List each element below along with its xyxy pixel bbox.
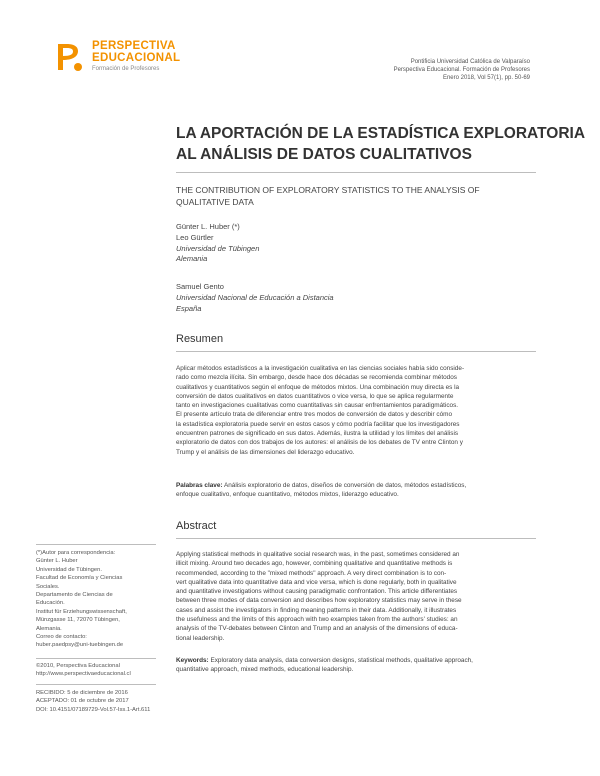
- abstract-line: tional leadership.: [176, 634, 225, 642]
- article-subtitle: [176, 184, 546, 208]
- resumen-line: la estadística exploratoria puede servir en estos casos y cómo podría facilitar que los investigadores: [176, 420, 460, 428]
- abstract-line: analysis of the TV-debates between Clinton and Trump and an analysis of the dimensions of educa-: [176, 625, 458, 633]
- abstract-line: and quantitative investigations without causing paradigmatic confrontation. This article differentiates: [176, 588, 458, 596]
- correspondence-line: Correo de contacto:: [36, 634, 87, 641]
- keywords-text-1: Exploratory data analysis, data conversion designs, statistical methods, qualitative approach,: [208, 657, 473, 664]
- abstract-line: recommended, according to the "mixed methods" approach. A very direct combination is to con-: [176, 569, 447, 577]
- resumen-text: [176, 364, 533, 457]
- abstract-line: illicit mixing. Around two decades ago, however, combining qualitative and quantitative methods is: [176, 560, 453, 568]
- correspondence-line: Departamento de Ciencias de: [36, 592, 113, 599]
- palabras-clave-label: Palabras clave:: [176, 482, 223, 489]
- logo-mark-icon: [52, 40, 88, 76]
- dates-block: [36, 689, 156, 714]
- abstract-line: Applying statistical methods in qualitative social research was, in the past, sometimes considered an: [176, 551, 460, 558]
- authors-block-2: [176, 282, 334, 314]
- abstract-line: the usefulness and the limits of this approach with two examples taken from the authors' studies: an: [176, 616, 458, 624]
- resumen-line: El presente artículo trata de diferenciar entre tres modos de conversión de datos y describir cómo: [176, 411, 453, 419]
- correspondence-line: Alemania.: [36, 625, 62, 632]
- resumen-divider: [176, 351, 536, 352]
- title-line-1: LA APORTACIÓN DE LA ESTADÍSTICA EXPLORATORIA: [176, 125, 586, 142]
- article-title: [176, 123, 586, 165]
- abstract-divider: [176, 538, 536, 539]
- country-2: España: [176, 303, 202, 313]
- logo-text-line2: EDUCACIONAL: [92, 52, 181, 64]
- abstract-line: vert qualitative data into quantitative data and vice versa, which is done regularly, both in qualitative: [176, 578, 457, 586]
- sidebar-divider-2: [36, 658, 156, 659]
- keywords: [176, 656, 536, 675]
- logo-text-line3: Formación de Profesores: [92, 66, 160, 72]
- received-date: RECIBIDO: 5 de diciembre de 2016: [36, 690, 128, 696]
- palabras-clave-text-2: enfoque cualitativo, enfoque cuantitativo, métodos mixtos, liderazgo educativo.: [176, 491, 399, 499]
- resumen-line: encuentren patrones de significado en sus datos. Además, ilustra la utilidad y los límites del análisis: [176, 430, 459, 438]
- abstract-line: between three modes of data conversion and describes how exploratory statistics may serve in these: [176, 597, 462, 605]
- copyright-block: [36, 662, 156, 679]
- country-1: Alemania: [176, 254, 208, 264]
- resumen-line: cualitativos y cuantitativos según el enfoque de métodos mixtos. Una combinación muy directa es la: [176, 383, 460, 391]
- keywords-text-2: quantitative approach, mixed methods, educational leadership.: [176, 666, 354, 674]
- resumen-line: conversión de datos cualitativos en datos cuantitativos o vice versa, lo que se aplica regularmente: [176, 392, 454, 400]
- sidebar-divider-1: [36, 544, 156, 545]
- journal-issue: Enero 2018, Vol 57(1), pp. 50-69: [442, 75, 530, 82]
- resumen-heading: Resumen: [176, 333, 224, 345]
- journal-info: [394, 58, 530, 83]
- palabras-clave-text-1: Análisis exploratorio de datos, diseños de conversión de datos, métodos estadísticos,: [222, 482, 467, 489]
- journal-name: Perspectiva Educacional. Formación de Profesores: [393, 67, 530, 74]
- authors-block-1: [176, 222, 259, 265]
- correspondence-line: Münzgasse 11, 72070 Tübingen,: [36, 617, 120, 624]
- palabras-clave: [176, 481, 536, 500]
- abstract-heading: Abstract: [176, 520, 217, 532]
- author-3: Samuel Gento: [176, 282, 224, 291]
- correspondence-line: Institut für Erziehungswissenschaft,: [36, 608, 127, 615]
- subtitle-line-2: QUALITATIVE DATA: [176, 197, 254, 207]
- resumen-line: tanto en investigaciones cualitativas como cuantitativas sin causar enfrentamientos paradigmáticos.: [176, 402, 459, 410]
- accepted-date: ACEPTADO: 01 de octubre de 2017: [36, 698, 129, 705]
- keywords-label: Keywords:: [176, 657, 209, 664]
- affiliation-1: Universidad de Tübingen: [176, 243, 260, 253]
- author-2: Leo Gürtler: [176, 232, 214, 242]
- resumen-line: rado como mezcla ilícita. Sin embargo, desde hace dos décadas se recomienda combinar métodos: [176, 374, 457, 382]
- correspondence-email[interactable]: huber.paedpsy@uni-tuebingen.de: [36, 642, 124, 649]
- abstract-text: [176, 550, 533, 643]
- correspondence-line: Facultad de Economía y Ciencias: [36, 575, 123, 582]
- title-line-2: AL ANÁLISIS DE DATOS CUALITATIVOS: [176, 146, 472, 163]
- correspondence-block: [36, 549, 156, 650]
- copyright-text: ©2010, Perspectiva Educacional: [36, 663, 120, 669]
- journal-logo: [52, 38, 212, 90]
- resumen-line: Trump y el análisis de las dimensiones del liderazgo educativo.: [176, 448, 355, 456]
- logo-text-line1: PERSPECTIVA: [92, 40, 176, 52]
- title-divider: [176, 172, 536, 173]
- sidebar-divider-3: [36, 684, 156, 685]
- journal-institution: Pontificia Universidad Católica de Valparaíso: [410, 59, 530, 65]
- doi-text: DOI: 10.4151/07189729-Vol.57-Iss.1-Art.611: [36, 706, 151, 713]
- abstract-line: cases and assist the investigators in finding meaning patterns in their data. Additionally, it illustrates: [176, 606, 457, 614]
- resumen-line: Aplicar métodos estadísticos a la investigación cualitativa en las ciencias sociales había sido conside-: [176, 365, 465, 372]
- correspondence-line: Günter L. Huber: [36, 558, 78, 565]
- resumen-line: exploratorio de datos con dos trabajos de los autores: el análisis de los debates de TV entre Clinton y: [176, 439, 463, 447]
- correspondence-line: Universidad de Tübingen.: [36, 566, 102, 573]
- correspondence-line: (*)Autor para correspondencia:: [36, 550, 116, 556]
- subtitle-line-1: THE CONTRIBUTION OF EXPLORATORY STATISTICS TO THE ANALYSIS OF: [176, 185, 480, 195]
- affiliation-2: Universidad Nacional de Educación a Distancia: [176, 292, 334, 302]
- author-1: Günter L. Huber (*): [176, 222, 240, 231]
- journal-url-link[interactable]: http://www.perspectivaeducacional.cl: [36, 671, 131, 678]
- correspondence-line: Educación.: [36, 600, 65, 607]
- correspondence-line: Sociales.: [36, 583, 60, 590]
